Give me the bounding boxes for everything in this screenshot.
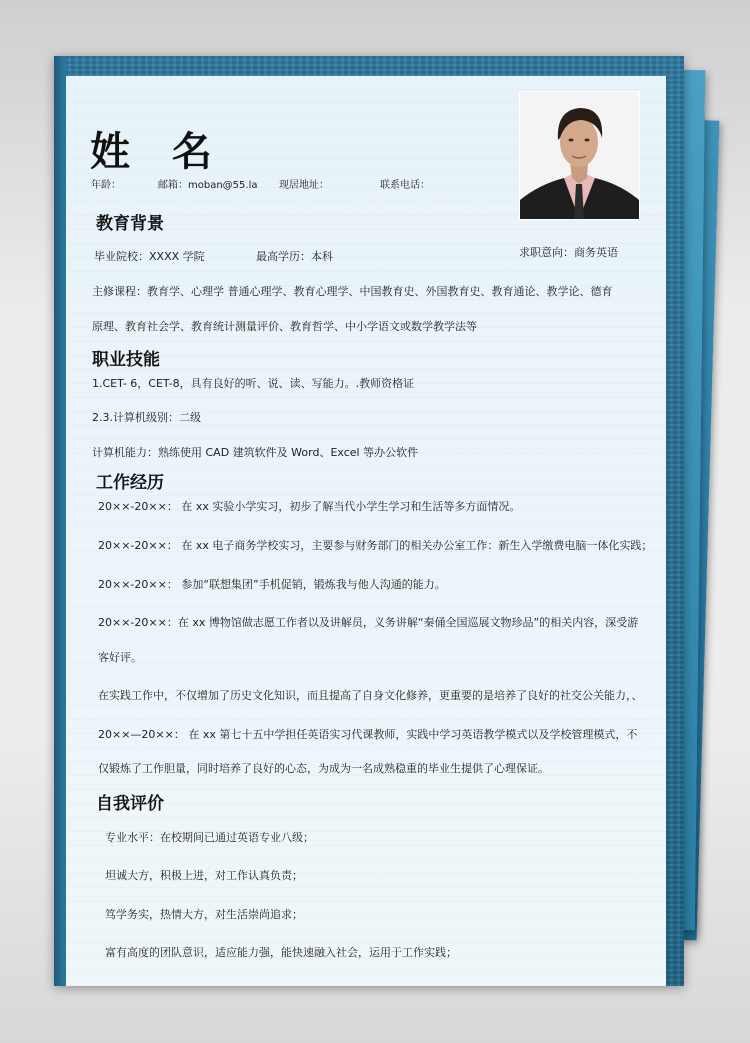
courses-text: 原理、教育社会学、教育统计测量评价、教育哲学、中小学语文或数学教学法等 [92, 320, 477, 333]
sheet-edge [54, 56, 66, 986]
skill-item: 计算机能力：熟练使用 CAD 建筑软件及 Word、Excel 等办公软件 [92, 446, 419, 459]
profile-photo [519, 91, 640, 220]
age-label: 年龄： [91, 180, 121, 191]
work-title: 工作经历 [96, 473, 164, 493]
work-entry: 仅锻炼了工作胆量，同时培养了良好的心态，为成为一名成熟稳重的毕业生提供了心理保证。 [98, 762, 549, 775]
work-entry: 客好评。 [98, 651, 142, 664]
self-item: 坦诚大方，积极上进，对工作认真负责； [105, 869, 303, 882]
self-item: 专业水平：在校期间已通过英语专业八级； [105, 831, 314, 844]
work-entry: 在实践工作中，不仅增加了历史文化知识，而且提高了自身文化修养，更重要的是培养了良好的社交公关能力，、 [98, 689, 643, 702]
school-text: 毕业院校：XXXX 学院 [94, 250, 205, 263]
work-entry: 20××-20××： 参加“联想集团”手机促销，锻炼我与他人沟通的能力。 [98, 578, 446, 591]
education-title: 教育背景 [96, 214, 164, 234]
email-label: 邮箱：moban@55.la [158, 180, 258, 191]
degree-text: 最高学历：本科 [256, 250, 333, 263]
work-entry: 20××-20××： 在 xx 实验小学实习，初步了解当代小学生学习和生活等多方面情况。 [98, 500, 521, 513]
work-entry: 20××—20××： 在 xx 第七十五中学担任英语实习代课教师，实践中学习英语教学模式以及学校管理模式，不 [98, 728, 638, 741]
work-entry: 20××-20××：在 xx 博物馆做志愿工作者以及讲解员，义务讲解“秦俑全国巡展文物珍品”的相关内容，深受游 [98, 616, 639, 629]
candidate-name: 姓 名 [90, 129, 226, 175]
skill-item: 1.CET- 6，CET-8，具有良好的听、说、读、写能力。.教师资格证 [92, 377, 415, 390]
address-label: 现居地址： [279, 180, 329, 191]
objective-text: 求职意向：商务英语 [519, 246, 618, 259]
self-item: 笃学务实，热情大方，对生活崇尚追求； [105, 908, 303, 921]
courses-text: 主修课程：教育学、心理学 普通心理学、教育心理学、中国教育史、外国教育史、教育通论、教学论、德育 [92, 285, 613, 298]
skill-item: 2.3.计算机级别：二级 [92, 411, 201, 424]
skills-title: 职业技能 [92, 350, 160, 370]
self-title: 自我评价 [96, 794, 164, 814]
self-item: 富有高度的团队意识，适应能力强，能快速融入社会，运用于工作实践； [105, 946, 457, 959]
phone-label: 联系电话： [380, 180, 430, 191]
work-entry: 20××-20××： 在 xx 电子商务学校实习，主要参与财务部门的相关办公室工作：新生入学缴费电脑一体化实践； [98, 539, 653, 552]
